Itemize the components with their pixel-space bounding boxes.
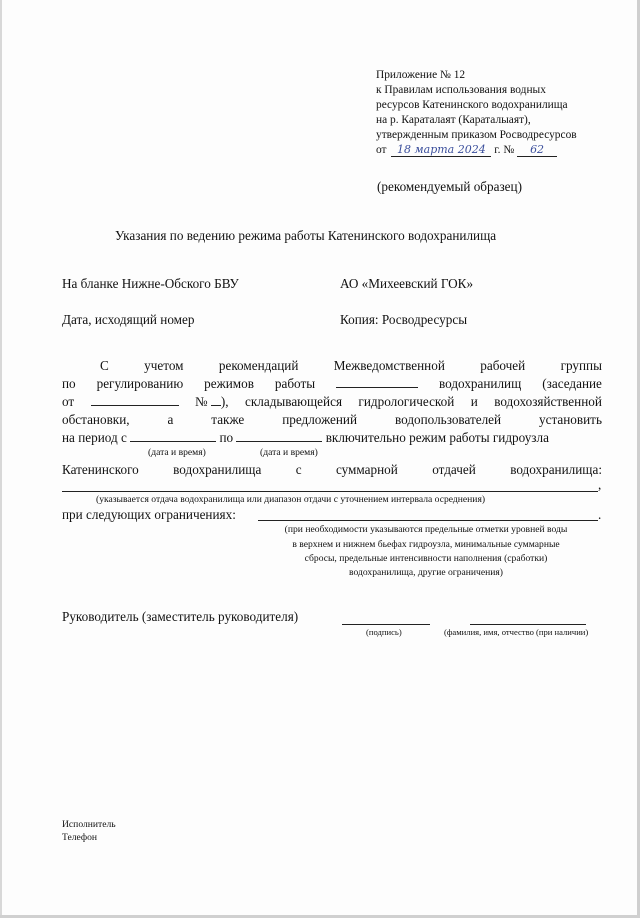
constraints-label: при следующих ограничениях: — [62, 507, 236, 522]
word: работы — [274, 376, 316, 391]
constraints-blank[interactable] — [258, 520, 598, 521]
full-name-blank[interactable] — [470, 624, 586, 625]
word: а — [167, 412, 174, 427]
body-line-1 — [100, 358, 602, 374]
scan-edge-left — [0, 0, 2, 918]
body-line-4 — [62, 412, 602, 428]
order-date-field — [391, 144, 491, 157]
order-number-field — [517, 144, 557, 157]
word: по — [62, 376, 76, 391]
word: водопользователей — [394, 412, 502, 427]
word: установить — [539, 412, 602, 427]
period-end-blank[interactable] — [236, 430, 322, 442]
period-start-blank[interactable] — [130, 430, 216, 442]
body-line-3 — [62, 394, 602, 410]
letterhead-copy: Копия: Росводресурсы — [340, 312, 468, 327]
document-title: Указания по ведению режима работы Катенинского водохранилища — [115, 228, 497, 243]
caption-constraints-2: в верхнем и нижнем бьефах гидроузла, минимальные суммарные — [292, 539, 560, 550]
letterhead-date-number: Дата, исходящий номер — [62, 312, 195, 327]
word: суммарной — [335, 462, 398, 477]
word: водохозяйственной — [494, 394, 602, 409]
signature-label: Руководитель (заместитель руководителя) — [62, 609, 299, 624]
date-prefix: от — [376, 144, 387, 156]
release-blank[interactable] — [62, 491, 598, 492]
body-line-6 — [62, 462, 602, 478]
word: водохранилища: — [510, 462, 602, 477]
period-end-label: включительно режим работы гидроузла — [325, 430, 549, 445]
appendix-ref-line-2: ресурсов Катенинского водохранилища — [376, 99, 568, 111]
word: рекомендаций — [218, 358, 299, 373]
word: водохранилища — [173, 462, 262, 477]
body-line-5 — [62, 430, 549, 446]
caption-start-datetime: (дата и время) — [148, 447, 206, 458]
caption-signature: (подпись) — [366, 627, 402, 637]
meeting-number-blank[interactable] — [211, 394, 221, 406]
word: от — [62, 394, 75, 409]
body-line-2 — [62, 376, 602, 392]
word: Катенинского — [62, 462, 139, 477]
order-number-handwritten: 62 — [530, 143, 545, 156]
appendix-number: Приложение № 12 — [376, 69, 466, 81]
word: обстановки, — [62, 412, 130, 427]
phone-label: Телефон — [62, 832, 98, 843]
executor-label: Исполнитель — [62, 819, 116, 830]
word: Межведомственной — [333, 358, 445, 373]
signature-blank[interactable] — [342, 624, 430, 625]
caption-release: (указывается отдача водохранилища или диапазон отдачи с уточнением интервала осреднения) — [96, 494, 486, 505]
word: и — [470, 394, 478, 409]
appendix-ref-line-4: утвержденным приказом Росводресурсов — [376, 129, 577, 141]
word: С — [100, 358, 109, 373]
period-start-label: на период с — [62, 430, 127, 445]
appendix-ref-line-1: к Правилам использования водных — [376, 84, 546, 96]
caption-constraints-1: (при необходимости указываются предельные отметки уровней воды — [284, 524, 568, 535]
word: регулированию — [96, 376, 184, 391]
word: отдачей — [432, 462, 476, 477]
period-mid-label: по — [219, 430, 234, 445]
word: учетом — [144, 358, 184, 373]
word: складывающейся — [245, 394, 343, 409]
word: также — [211, 412, 245, 427]
word: гидрологической — [358, 394, 455, 409]
caption-end-datetime: (дата и время) — [260, 447, 318, 458]
release-comma: , — [598, 477, 602, 492]
caption-constraints-3: сбросы, предельные интенсивности наполнения (сработки) — [304, 553, 548, 564]
word: (заседание — [542, 376, 602, 391]
word: № — [195, 394, 208, 409]
word: рабочей — [480, 358, 526, 373]
word: предложений — [282, 412, 358, 427]
word: водохранилищ — [439, 376, 522, 391]
sample-note: (рекомендуемый образец) — [377, 179, 522, 194]
appendix-ref-line-3: на р. Караталаят (Караталыаят), — [376, 114, 531, 126]
letterhead-recipient: АО «Михеевский ГОК» — [340, 276, 474, 291]
caption-full-name: (фамилия, имя, отчество (при наличии) — [444, 627, 589, 637]
order-date-handwritten: 18 марта 2024 — [397, 143, 486, 156]
caption-constraints-4: водохранилища, другие ограничения) — [349, 567, 503, 578]
reservoir-count-blank[interactable] — [336, 376, 418, 388]
order-date-line — [376, 143, 557, 158]
letterhead-sender: На бланке Нижне-Обского БВУ — [62, 276, 239, 291]
meeting-date-blank[interactable] — [91, 394, 179, 406]
word: с — [295, 462, 302, 477]
constraints-period: . — [598, 507, 602, 522]
word: режимов — [204, 376, 254, 391]
word: группы — [560, 358, 602, 373]
word: ), — [220, 394, 229, 409]
number-prefix: г. № — [494, 144, 515, 156]
